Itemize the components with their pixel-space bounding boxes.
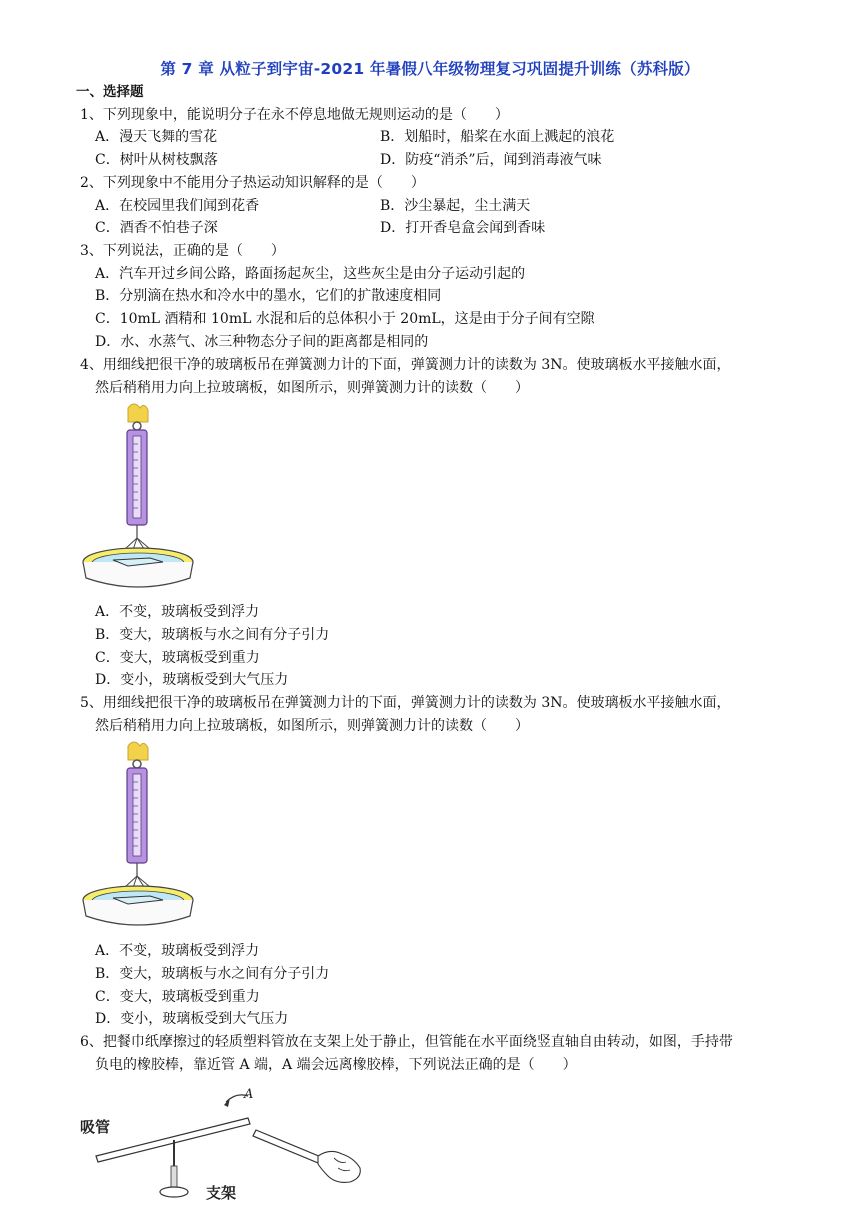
q5-option-a: A．不变，玻璃板受到浮力 xyxy=(95,943,260,959)
q4-option-c: C．变大，玻璃板受到重力 xyxy=(95,650,260,666)
stand-label: 支架 xyxy=(206,1184,237,1202)
question-6-stem-line-1: 6、把餐巾纸摩擦过的轻质塑料管放在支架上处于静止，但管能在水平面绕竖直轴自由转动，如图，手持带 xyxy=(80,1034,733,1050)
q1-option-b: B．划船时，船桨在水面上溅起的浪花 xyxy=(380,129,615,145)
question-4-stem-line-1: 4、用细线把很干净的玻璃板吊在弹簧测力计的下面，弹簧测力计的读数为 3N。使玻璃板水平接触水面， xyxy=(80,357,731,373)
q2-option-c: C．酒香不怕巷子深 xyxy=(95,220,218,236)
page-title: 第 7 章 从粒子到宇宙-2021 年暑假八年级物理复习巩固提升训练（苏科版） xyxy=(160,60,700,78)
end-a-label: A xyxy=(244,1087,254,1102)
question-6-stem-line-2: 负电的橡胶棒，靠近管 A 端，A 端会远离橡胶棒，下列说法正确的是（ ） xyxy=(95,1057,577,1073)
q4-option-d: D．变小，玻璃板受到大气压力 xyxy=(95,672,289,688)
q4-option-b: B．变大，玻璃板与水之间有分子引力 xyxy=(95,627,330,643)
q1-option-d: D．防疫“消杀”后，闻到消毒液气味 xyxy=(380,152,602,168)
question-4-stem-line-2: 然后稍稍用力向上拉玻璃板，如图所示，则弹簧测力计的读数（ ） xyxy=(95,380,529,396)
q3-option-a: A．汽车开过乡间公路，路面扬起灰尘，这些灰尘是由分子运动引起的 xyxy=(95,266,526,282)
question-5-stem-line-2: 然后稍稍用力向上拉玻璃板，如图所示，则弹簧测力计的读数（ ） xyxy=(95,718,529,734)
q5-option-b: B．变大，玻璃板与水之间有分子引力 xyxy=(95,966,330,982)
q1-option-a: A．漫天飞舞的雪花 xyxy=(95,129,218,145)
q4-option-a: A．不变，玻璃板受到浮力 xyxy=(95,604,260,620)
question-3-stem: 3、下列说法，正确的是（ ） xyxy=(80,243,285,259)
q5-option-d: D．变小，玻璃板受到大气压力 xyxy=(95,1011,289,1027)
q2-option-a: A．在校园里我们闻到花香 xyxy=(95,198,260,214)
straw-label: 吸管 xyxy=(80,1118,111,1136)
q3-option-c: C．10mL 酒精和 10mL 水混和后的总体积小于 20mL，这是由于分子间有空隙 xyxy=(95,311,595,327)
q2-option-d: D．打开香皂盒会闻到香味 xyxy=(380,220,546,236)
q5-option-c: C．变大，玻璃板受到重力 xyxy=(95,989,260,1005)
spring-scale-figure-q4 xyxy=(78,400,198,590)
section-heading: 一、选择题 xyxy=(76,84,144,100)
q3-option-d: D．水、水蒸气、冰三种物态分子间的距离都是相同的 xyxy=(95,334,429,350)
straw-rod-figure-q6 xyxy=(78,1078,368,1208)
question-2-stem: 2、下列现象中不能用分子热运动知识解释的是（ ） xyxy=(80,175,425,191)
q2-option-b: B．沙尘暴起，尘土满天 xyxy=(380,198,531,214)
q1-option-c: C．树叶从树枝飘落 xyxy=(95,152,218,168)
q3-option-b: B．分别滴在热水和冷水中的墨水，它们的扩散速度相同 xyxy=(95,288,442,304)
spring-scale-figure-q5 xyxy=(78,738,198,928)
question-5-stem-line-1: 5、用细线把很干净的玻璃板吊在弹簧测力计的下面，弹簧测力计的读数为 3N。使玻璃板水平接触水面， xyxy=(80,695,731,711)
question-1-stem: 1、下列现象中，能说明分子在永不停息地做无规则运动的是（ ） xyxy=(80,107,509,123)
